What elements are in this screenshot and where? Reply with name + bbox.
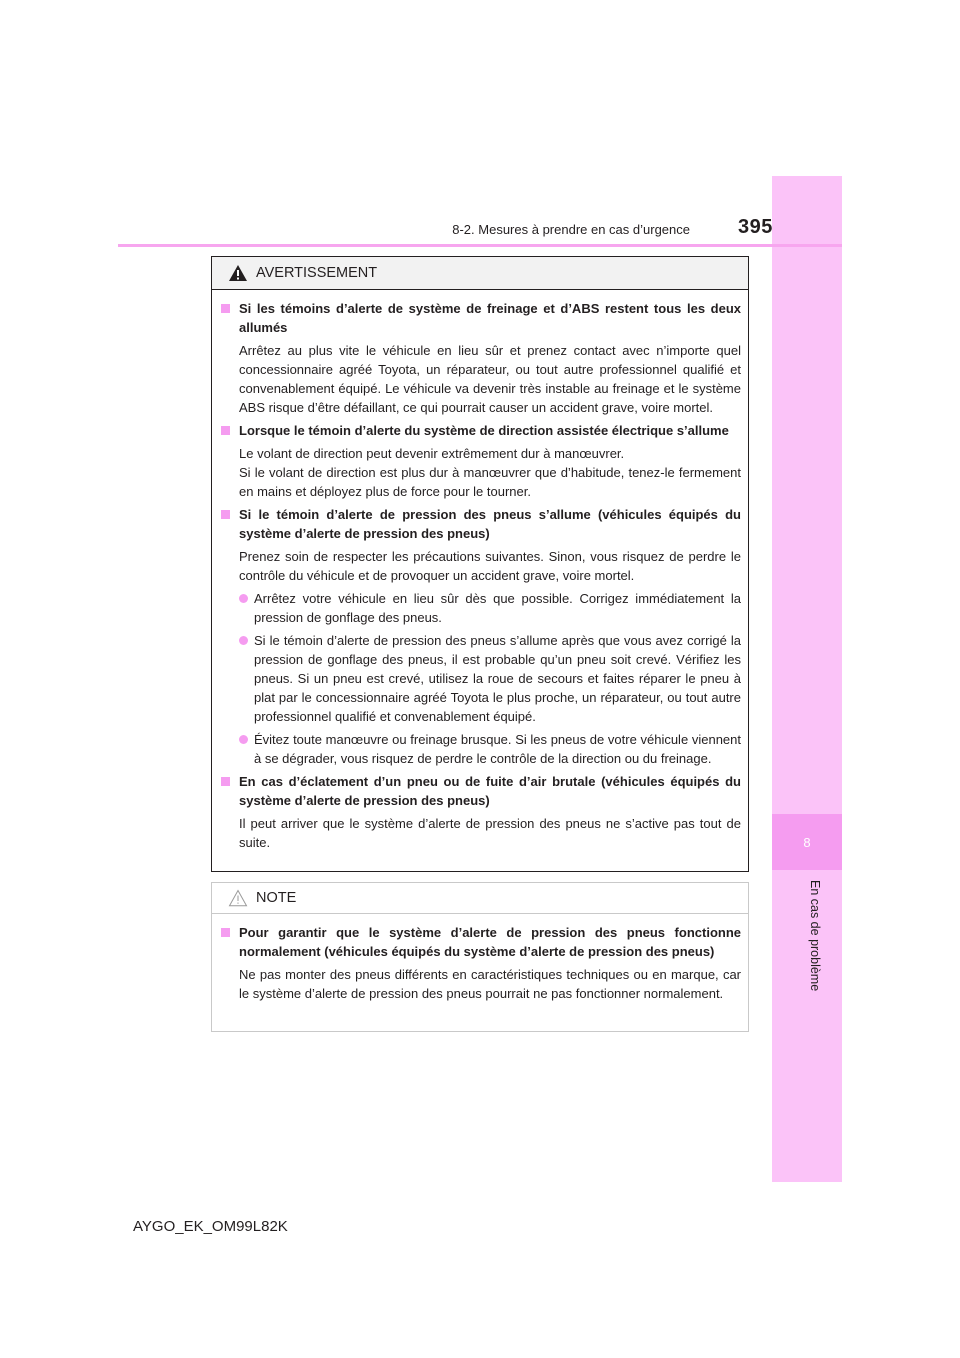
section-paragraph: Arrêtez au plus vite le véhicule en lieu sûr et prenez contact avec n’importe quel concessionnaire agréé Toyota, un réparateur, ou tout autre professionnel qualifié et convenablement équipé. Le véhicule va devenir très instable au freinage et le système ABS risque d’être défaillant, ce qui pourrait causer un accident grave, voire mortel. <box>239 343 741 415</box>
square-bullet-icon <box>221 304 230 313</box>
paragraph-line: Le volant de direction peut devenir extrêmement dur à manœuvrer. <box>239 446 625 461</box>
section-title: 8-2. Mesures à prendre en cas d’urgence <box>452 222 690 237</box>
note-header <box>212 883 748 914</box>
note-box <box>211 882 749 1032</box>
page-number: 395 <box>738 216 773 238</box>
round-bullet-icon <box>239 594 248 603</box>
header-rule <box>118 244 842 247</box>
section-paragraph: Ne pas monter des pneus différents en caractéristiques techniques ou en marque, car le système d’alerte de pression des pneus pourrait ne pas fonctionner normalement. <box>239 967 741 1001</box>
section-paragraph <box>239 444 741 501</box>
section-heading: En cas d’éclatement d’un pneu ou de fuite d’air brutale (véhicules équipés du système d’alerte de pression des pneus) <box>239 774 741 808</box>
document-code: AYGO_EK_OM99L82K <box>133 1218 288 1235</box>
warning-body <box>212 290 748 852</box>
warning-section <box>221 421 741 501</box>
warning-box <box>211 256 749 872</box>
section-heading: Pour garantir que le système d’alerte de pression des pneus fonctionne normalement (véhicules équipés du système d’alerte de pression des pneus) <box>239 925 741 959</box>
note-section <box>221 923 741 1003</box>
caution-triangle-outline-icon <box>228 889 248 907</box>
section-paragraph: Il peut arriver que le système d’alerte de pression des pneus ne s’active pas tout de suite. <box>239 816 741 850</box>
warning-section <box>221 299 741 417</box>
round-bullet-icon <box>239 735 248 744</box>
section-heading: Lorsque le témoin d’alerte du système de direction assistée électrique s’allume <box>239 423 729 438</box>
chapter-number: 8 <box>772 814 842 870</box>
list-item: Arrêtez votre véhicule en lieu sûr dès que possible. Corrigez immédiatement la pression de gonflage des pneus. <box>239 589 741 627</box>
section-heading: Si les témoins d’alerte de système de freinage et d’ABS restent tous les deux allumés <box>239 301 741 335</box>
section-heading: Si le témoin d’alerte de pression des pneus s’allume (véhicules équipés du système d’alerte de pression des pneus) <box>239 507 741 541</box>
round-bullet-icon <box>239 636 248 645</box>
note-body <box>212 914 748 1003</box>
warning-title: AVERTISSEMENT <box>256 265 378 281</box>
warning-header <box>212 257 748 290</box>
chapter-side-tab <box>772 176 842 1182</box>
warning-triangle-icon <box>228 264 248 282</box>
note-title: NOTE <box>256 890 297 906</box>
warning-section <box>221 772 741 852</box>
square-bullet-icon <box>221 426 230 435</box>
paragraph-line: Si le volant de direction est plus dur à manœuvrer que d’habitude, tenez-le fermement en mains et déployez plus de force pour le tourner. <box>239 465 741 499</box>
list-item: Évitez toute manœuvre ou freinage brusque. Si les pneus de votre véhicule viennent à se dégrader, vous risquez de perdre le contrôle de la direction ou du freinage. <box>239 730 741 768</box>
chapter-label: En cas de problème <box>808 880 822 992</box>
list-item: Si le témoin d’alerte de pression des pneus s’allume après que vous avez corrigé la pression de gonflage des pneus, il est probable qu’un pneu soit crevé. Vérifiez les pneus. Si un pneu est crevé, utilisez la roue de secours et faites réparer le pneu à plat par le concessionnaire agréé Toyota le plus proche, un réparateur, ou tout autre professionnel qualifié et convenablement équipé. <box>239 631 741 726</box>
square-bullet-icon <box>221 510 230 519</box>
square-bullet-icon <box>221 928 230 937</box>
warning-section <box>221 505 741 768</box>
section-paragraph: Prenez soin de respecter les précautions suivantes. Sinon, vous risquez de perdre le contrôle du véhicule et de provoquer un accident grave, voire mortel. <box>239 549 741 583</box>
square-bullet-icon <box>221 777 230 786</box>
